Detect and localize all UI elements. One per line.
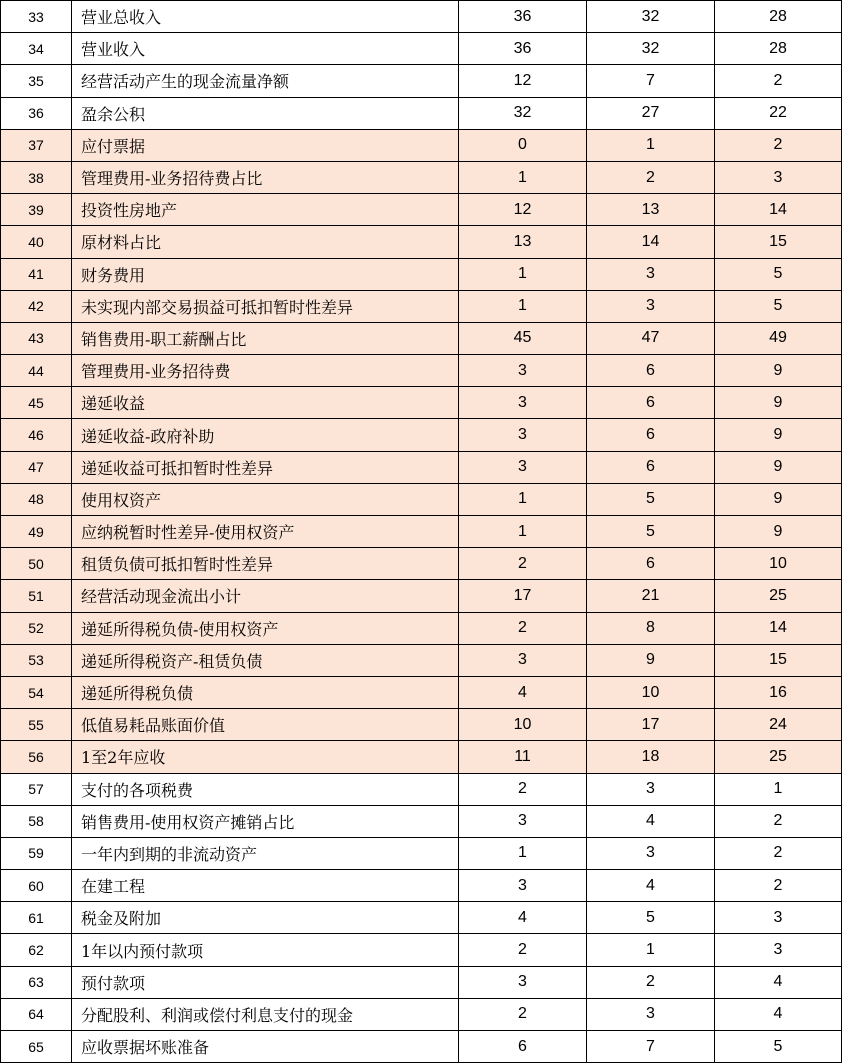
- value-cell-2: 21: [587, 580, 715, 612]
- value-cell-2: 14: [587, 226, 715, 258]
- table-row: [1, 966, 842, 998]
- value-cell-1: 32: [459, 97, 587, 129]
- value-cell-2: 6: [587, 355, 715, 387]
- row-name-cell: 1至2年应收: [72, 741, 459, 773]
- value-cell-3: 28: [715, 33, 842, 65]
- value-cell-3: 15: [715, 226, 842, 258]
- row-index-cell: 52: [1, 612, 72, 644]
- row-index-cell: 43: [1, 322, 72, 354]
- table-row: [1, 483, 842, 515]
- value-cell-1: 13: [459, 226, 587, 258]
- value-cell-2: 3: [587, 773, 715, 805]
- row-index-cell: 42: [1, 290, 72, 322]
- table-row: [1, 1031, 842, 1063]
- value-cell-2: 6: [587, 548, 715, 580]
- table-row: [1, 934, 842, 966]
- row-index-cell: 55: [1, 709, 72, 741]
- value-cell-1: 3: [459, 451, 587, 483]
- row-index-cell: 56: [1, 741, 72, 773]
- table-body: [1, 1, 842, 1063]
- value-cell-2: 2: [587, 966, 715, 998]
- value-cell-3: 9: [715, 451, 842, 483]
- value-cell-1: 12: [459, 194, 587, 226]
- value-cell-2: 3: [587, 837, 715, 869]
- value-cell-1: 36: [459, 1, 587, 33]
- table-row: [1, 516, 842, 548]
- table-row: [1, 741, 842, 773]
- value-cell-1: 3: [459, 387, 587, 419]
- value-cell-3: 2: [715, 129, 842, 161]
- value-cell-2: 4: [587, 805, 715, 837]
- table-row: [1, 419, 842, 451]
- table-row: [1, 451, 842, 483]
- value-cell-1: 17: [459, 580, 587, 612]
- value-cell-1: 3: [459, 644, 587, 676]
- value-cell-2: 2: [587, 161, 715, 193]
- table-row: [1, 194, 842, 226]
- value-cell-1: 3: [459, 355, 587, 387]
- row-name-cell: 管理费用-业务招待费: [72, 355, 459, 387]
- value-cell-3: 9: [715, 419, 842, 451]
- table-row: [1, 805, 842, 837]
- row-name-cell: 租赁负债可抵扣暂时性差异: [72, 548, 459, 580]
- value-cell-1: 1: [459, 483, 587, 515]
- value-cell-1: 4: [459, 676, 587, 708]
- value-cell-3: 5: [715, 1031, 842, 1063]
- row-name-cell: 原材料占比: [72, 226, 459, 258]
- value-cell-1: 2: [459, 548, 587, 580]
- row-name-cell: 递延所得税负债-使用权资产: [72, 612, 459, 644]
- row-index-cell: 38: [1, 161, 72, 193]
- table-row: [1, 837, 842, 869]
- table-row: [1, 290, 842, 322]
- value-cell-3: 22: [715, 97, 842, 129]
- row-index-cell: 36: [1, 97, 72, 129]
- table-row: [1, 612, 842, 644]
- row-index-cell: 47: [1, 451, 72, 483]
- value-cell-3: 1: [715, 773, 842, 805]
- row-name-cell: 营业收入: [72, 33, 459, 65]
- value-cell-2: 8: [587, 612, 715, 644]
- table-row: [1, 97, 842, 129]
- value-cell-2: 13: [587, 194, 715, 226]
- row-name-cell: 递延收益: [72, 387, 459, 419]
- table-row: [1, 387, 842, 419]
- row-index-cell: 50: [1, 548, 72, 580]
- row-index-cell: 35: [1, 65, 72, 97]
- value-cell-1: 0: [459, 129, 587, 161]
- value-cell-1: 3: [459, 966, 587, 998]
- value-cell-1: 11: [459, 741, 587, 773]
- row-index-cell: 57: [1, 773, 72, 805]
- value-cell-2: 6: [587, 387, 715, 419]
- row-name-cell: 预付款项: [72, 966, 459, 998]
- row-name-cell: 递延收益可抵扣暂时性差异: [72, 451, 459, 483]
- value-cell-2: 5: [587, 516, 715, 548]
- table-row: [1, 998, 842, 1030]
- value-cell-2: 27: [587, 97, 715, 129]
- value-cell-2: 47: [587, 322, 715, 354]
- value-cell-2: 3: [587, 998, 715, 1030]
- row-name-cell: 1年以内预付款项: [72, 934, 459, 966]
- table-row: [1, 161, 842, 193]
- row-index-cell: 51: [1, 580, 72, 612]
- value-cell-2: 9: [587, 644, 715, 676]
- value-cell-1: 12: [459, 65, 587, 97]
- value-cell-3: 5: [715, 258, 842, 290]
- value-cell-3: 15: [715, 644, 842, 676]
- value-cell-1: 10: [459, 709, 587, 741]
- value-cell-3: 9: [715, 516, 842, 548]
- value-cell-1: 3: [459, 805, 587, 837]
- value-cell-2: 3: [587, 258, 715, 290]
- value-cell-3: 9: [715, 483, 842, 515]
- table-row: [1, 644, 842, 676]
- value-cell-3: 2: [715, 65, 842, 97]
- table-row: [1, 129, 842, 161]
- table-row: [1, 870, 842, 902]
- value-cell-3: 49: [715, 322, 842, 354]
- row-name-cell: 在建工程: [72, 870, 459, 902]
- row-index-cell: 39: [1, 194, 72, 226]
- value-cell-1: 2: [459, 773, 587, 805]
- value-cell-3: 14: [715, 194, 842, 226]
- value-cell-3: 3: [715, 161, 842, 193]
- row-index-cell: 62: [1, 934, 72, 966]
- table-row: [1, 322, 842, 354]
- value-cell-1: 6: [459, 1031, 587, 1063]
- value-cell-3: 24: [715, 709, 842, 741]
- value-cell-3: 2: [715, 870, 842, 902]
- row-name-cell: 营业总收入: [72, 1, 459, 33]
- value-cell-2: 32: [587, 1, 715, 33]
- value-cell-2: 7: [587, 1031, 715, 1063]
- row-name-cell: 销售费用-职工薪酬占比: [72, 322, 459, 354]
- value-cell-3: 10: [715, 548, 842, 580]
- value-cell-3: 5: [715, 290, 842, 322]
- value-cell-3: 3: [715, 934, 842, 966]
- value-cell-2: 32: [587, 33, 715, 65]
- row-name-cell: 税金及附加: [72, 902, 459, 934]
- value-cell-2: 4: [587, 870, 715, 902]
- row-name-cell: 销售费用-使用权资产摊销占比: [72, 805, 459, 837]
- value-cell-2: 6: [587, 451, 715, 483]
- row-index-cell: 65: [1, 1031, 72, 1063]
- row-index-cell: 61: [1, 902, 72, 934]
- value-cell-3: 4: [715, 998, 842, 1030]
- row-index-cell: 46: [1, 419, 72, 451]
- row-name-cell: 管理费用-业务招待费占比: [72, 161, 459, 193]
- value-cell-3: 2: [715, 837, 842, 869]
- value-cell-2: 3: [587, 290, 715, 322]
- table-row: [1, 548, 842, 580]
- value-cell-1: 1: [459, 290, 587, 322]
- value-cell-2: 10: [587, 676, 715, 708]
- row-index-cell: 41: [1, 258, 72, 290]
- value-cell-3: 14: [715, 612, 842, 644]
- row-name-cell: 应纳税暂时性差异-使用权资产: [72, 516, 459, 548]
- table-row: [1, 258, 842, 290]
- value-cell-2: 5: [587, 902, 715, 934]
- row-index-cell: 44: [1, 355, 72, 387]
- row-name-cell: 低值易耗品账面价值: [72, 709, 459, 741]
- value-cell-2: 5: [587, 483, 715, 515]
- value-cell-3: 25: [715, 741, 842, 773]
- table-row: [1, 1, 842, 33]
- row-index-cell: 58: [1, 805, 72, 837]
- value-cell-2: 1: [587, 934, 715, 966]
- table-row: [1, 33, 842, 65]
- row-name-cell: 一年内到期的非流动资产: [72, 837, 459, 869]
- value-cell-1: 1: [459, 258, 587, 290]
- table-row: [1, 226, 842, 258]
- row-name-cell: 财务费用: [72, 258, 459, 290]
- value-cell-1: 1: [459, 161, 587, 193]
- row-name-cell: 经营活动现金流出小计: [72, 580, 459, 612]
- value-cell-2: 18: [587, 741, 715, 773]
- row-name-cell: 应收票据坏账准备: [72, 1031, 459, 1063]
- value-cell-3: 9: [715, 355, 842, 387]
- row-index-cell: 49: [1, 516, 72, 548]
- value-cell-1: 45: [459, 322, 587, 354]
- row-name-cell: 应付票据: [72, 129, 459, 161]
- value-cell-1: 1: [459, 516, 587, 548]
- row-index-cell: 34: [1, 33, 72, 65]
- value-cell-1: 4: [459, 902, 587, 934]
- value-cell-3: 4: [715, 966, 842, 998]
- row-index-cell: 53: [1, 644, 72, 676]
- row-name-cell: 支付的各项税费: [72, 773, 459, 805]
- value-cell-1: 3: [459, 870, 587, 902]
- value-cell-1: 3: [459, 419, 587, 451]
- row-index-cell: 63: [1, 966, 72, 998]
- value-cell-3: 16: [715, 676, 842, 708]
- row-index-cell: 60: [1, 870, 72, 902]
- value-cell-1: 36: [459, 33, 587, 65]
- row-index-cell: 54: [1, 676, 72, 708]
- row-index-cell: 33: [1, 1, 72, 33]
- value-cell-3: 9: [715, 387, 842, 419]
- row-index-cell: 40: [1, 226, 72, 258]
- table-row: [1, 709, 842, 741]
- value-cell-3: 28: [715, 1, 842, 33]
- value-cell-2: 1: [587, 129, 715, 161]
- value-cell-3: 2: [715, 805, 842, 837]
- table-row: [1, 355, 842, 387]
- row-name-cell: 递延所得税负债: [72, 676, 459, 708]
- value-cell-1: 2: [459, 998, 587, 1030]
- row-name-cell: 使用权资产: [72, 483, 459, 515]
- value-cell-3: 3: [715, 902, 842, 934]
- value-cell-1: 2: [459, 934, 587, 966]
- row-name-cell: 盈余公积: [72, 97, 459, 129]
- value-cell-2: 6: [587, 419, 715, 451]
- value-cell-2: 7: [587, 65, 715, 97]
- table-row: [1, 773, 842, 805]
- table-row: [1, 65, 842, 97]
- value-cell-1: 2: [459, 612, 587, 644]
- row-index-cell: 59: [1, 837, 72, 869]
- row-index-cell: 45: [1, 387, 72, 419]
- row-name-cell: 递延所得税资产-租赁负债: [72, 644, 459, 676]
- row-name-cell: 递延收益-政府补助: [72, 419, 459, 451]
- row-name-cell: 分配股利、利润或偿付利息支付的现金: [72, 998, 459, 1030]
- table-row: [1, 902, 842, 934]
- value-cell-3: 25: [715, 580, 842, 612]
- row-name-cell: 经营活动产生的现金流量净额: [72, 65, 459, 97]
- row-index-cell: 64: [1, 998, 72, 1030]
- value-cell-2: 17: [587, 709, 715, 741]
- row-name-cell: 未实现内部交易损益可抵扣暂时性差异: [72, 290, 459, 322]
- table-row: [1, 676, 842, 708]
- row-index-cell: 37: [1, 129, 72, 161]
- table-row: [1, 580, 842, 612]
- row-index-cell: 48: [1, 483, 72, 515]
- value-cell-1: 1: [459, 837, 587, 869]
- row-name-cell: 投资性房地产: [72, 194, 459, 226]
